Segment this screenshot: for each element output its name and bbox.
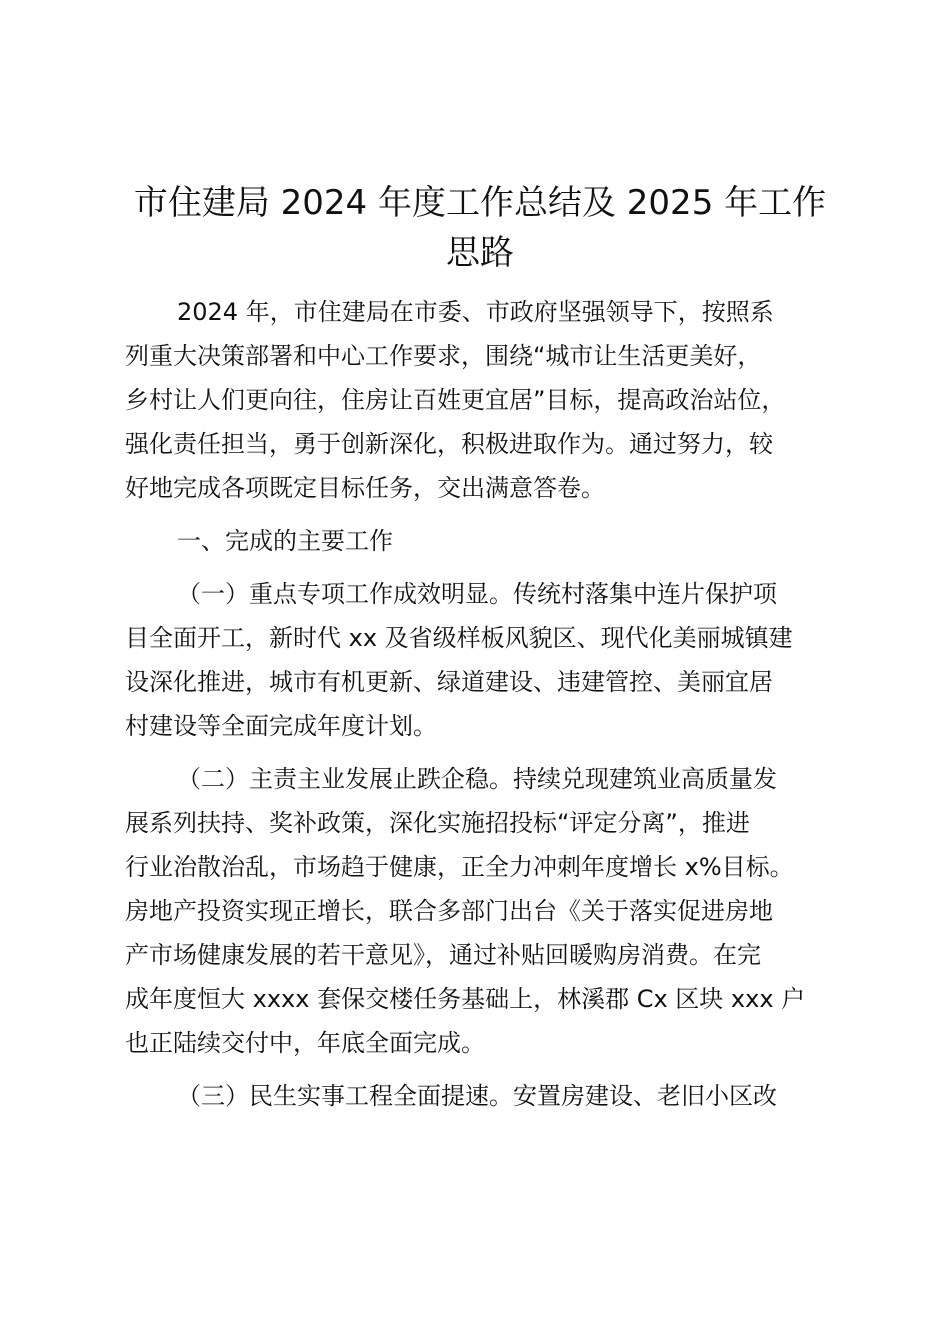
- paragraph-line: 展系列扶持、奖补政策，深化实施招投标“评定分离”，推进: [125, 809, 750, 837]
- item-two-paragraph: [125, 757, 835, 1065]
- paragraph-line: 2024 年，市住建局在市委、市政府坚强领导下，按照系: [177, 298, 774, 326]
- document-title: [125, 178, 835, 278]
- paragraph-line: 好地完成各项既定目标任务，交出满意答卷。: [125, 474, 605, 502]
- title-line: 市住建局 2024 年度工作总结及 2025 年工作: [133, 183, 827, 223]
- paragraph-line: （一）重点专项工作成效明显。传统村落集中连片保护项: [177, 580, 777, 608]
- paragraph-line: 强化责任担当，勇于创新深化，积极进取作为。通过努力，较: [125, 430, 773, 458]
- paragraph-line: （三）民生实事工程全面提速。安置房建设、老旧小区改: [177, 1082, 777, 1110]
- paragraph-line: （二）主责主业发展止跌企稳。持续兑现建筑业高质量发: [177, 765, 777, 793]
- paragraph-line: 设深化推进，城市有机更新、绿道建设、违建管控、美丽宜居: [125, 668, 773, 696]
- paragraph-line: 成年度恒大 xxxx 套保交楼任务基础上，林溪郡 Cx 区块 xxx 户: [125, 985, 806, 1013]
- intro-paragraph: [125, 290, 835, 510]
- paragraph-line: 产市场健康发展的若干意见》，通过补贴回暖购房消费。在完: [125, 941, 761, 969]
- paragraph-line: 目全面开工，新时代 xx 及省级样板风貌区、现代化美丽城镇建: [125, 624, 793, 652]
- paragraph-line: 行业治散治乱，市场趋于健康，正全力冲刺年度增长 x%目标。: [125, 853, 794, 881]
- paragraph-line: 房地产投资实现正增长，联合多部门出台《关于落实促进房地: [125, 897, 773, 925]
- section-heading: [125, 519, 835, 563]
- paragraph-line: 乡村让人们更向往，住房让百姓更宜居”目标，提高政治站位，: [125, 386, 786, 414]
- title-line: 思路: [446, 233, 514, 273]
- paragraph-line: 列重大决策部署和中心工作要求，围绕“城市让生活更美好，: [125, 342, 762, 370]
- heading-line: 一、完成的主要工作: [177, 527, 393, 555]
- paragraph-line: 村建设等全面完成年度计划。: [125, 712, 437, 740]
- document-body: [125, 178, 835, 1118]
- item-one-paragraph: [125, 572, 835, 748]
- paragraph-line: 也正陆续交付中，年底全面完成。: [125, 1029, 485, 1057]
- item-three-paragraph: [125, 1074, 835, 1118]
